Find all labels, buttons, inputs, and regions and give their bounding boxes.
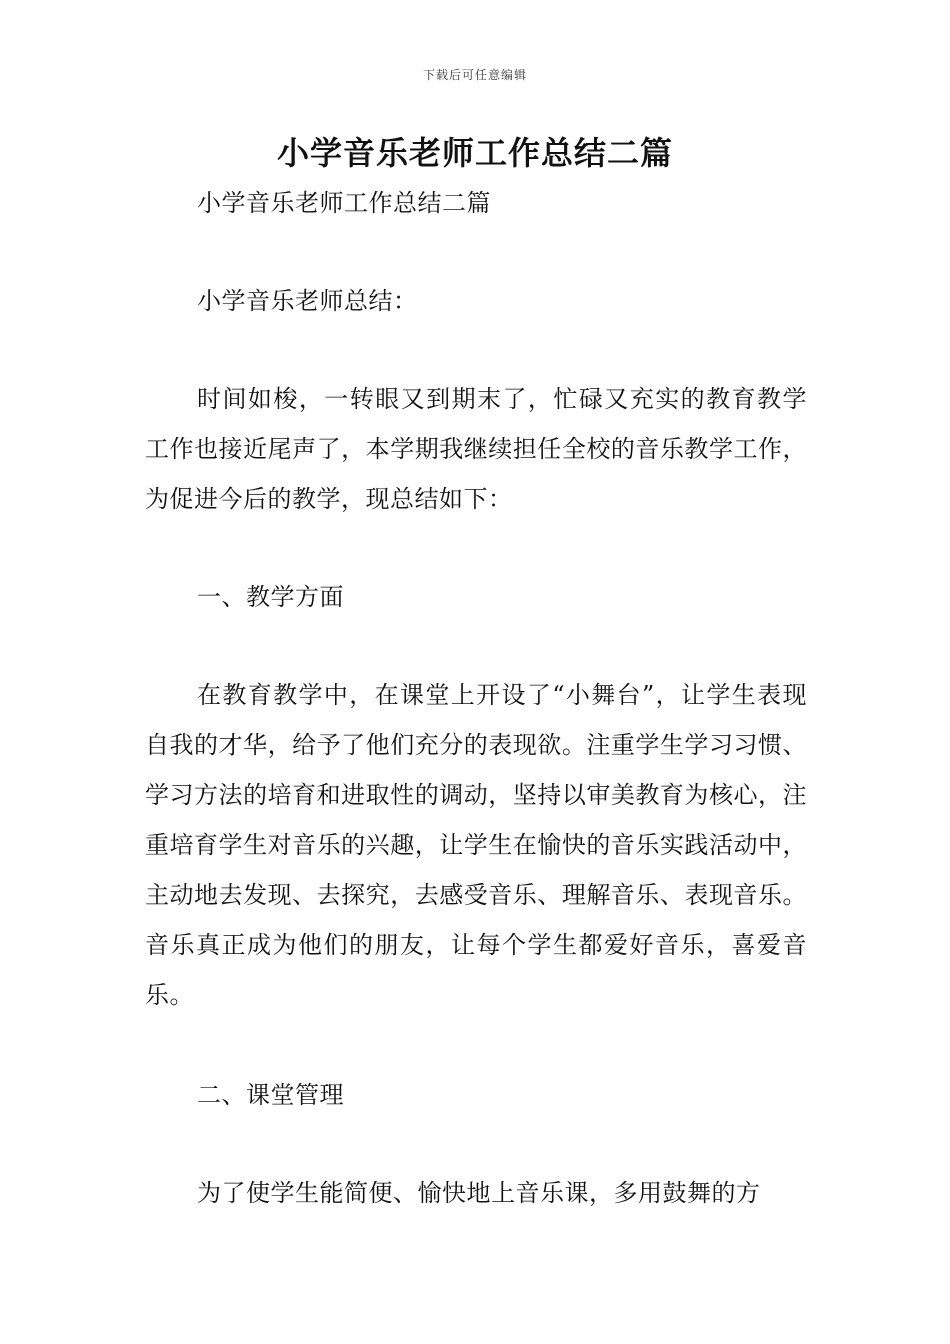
document-subtitle: 小学音乐老师工作总结二篇 (197, 189, 491, 217)
section-heading-classroom: 二、课堂管理 (197, 1081, 344, 1109)
header-note: 下载后可任意编辑 (422, 68, 527, 82)
greeting-line: 小学音乐老师总结： (197, 287, 418, 315)
paragraph-intro: 时间如梭，一转眼又到期末了，忙碌又充实的教育教学工作也接近尾声了，本学期我继续担任全校的音乐教学工作，为促进今后的教学，现总结如下： (145, 385, 807, 513)
document-title: 小学音乐老师工作总结二篇 (276, 134, 673, 172)
paragraph-classroom: 为了使学生能简便、愉快地上音乐课，多用鼓舞的方 (197, 1179, 761, 1207)
section-heading-teaching: 一、教学方面 (197, 583, 344, 611)
paragraph-teaching: 在教育教学中，在课堂上开设了“小舞台”，让学生表现自我的才华，给予了他们充分的表现欲。注重学生学习习惯、学习方法的培育和进取性的调动，坚持以审美教育为核心，注重培育学生对音乐的兴趣，让学生在愉快的音乐实践活动中，主动地去发现、去探究，去感受音乐、理解音乐、表现音乐。音乐真正成为他们的朋友，让每个学生都爱好音乐，喜爱音乐。 (145, 681, 807, 1009)
